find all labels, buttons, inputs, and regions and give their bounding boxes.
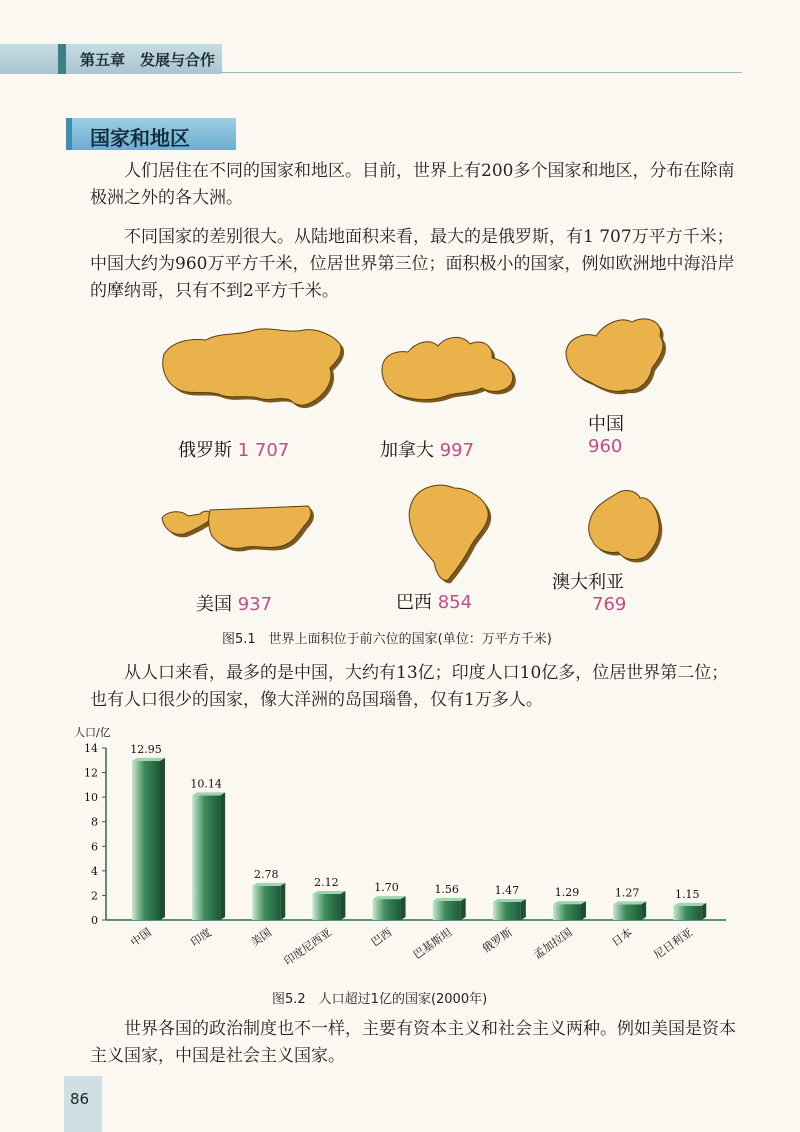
paragraph-1: 人们居住在不同的国家和地区。目前，世界上有200多个国家和地区，分布在除南极洲之外的各大洲。	[90, 161, 735, 208]
country-name: 澳大利亚	[552, 572, 624, 593]
x-category-label: 巴基斯坦	[410, 925, 455, 962]
country-area: 937	[237, 594, 273, 615]
canada-map	[378, 330, 520, 410]
bar-top	[613, 901, 646, 904]
brazil-map	[404, 478, 494, 588]
x-category-label: 中国	[128, 925, 154, 950]
country-area: 960	[588, 436, 623, 457]
bar-value-label: 1.27	[614, 886, 640, 900]
bar	[312, 894, 340, 920]
x-category-label: 尼日利亚	[651, 925, 695, 962]
y-tick-label: 6	[91, 840, 98, 854]
x-category-label: 巴西	[368, 925, 395, 950]
bar-value-label: 10.14	[190, 777, 222, 791]
australia-map	[584, 484, 664, 566]
paragraph-3: 从人口来看，最多的是中国，大约有13亿；印度人口10亿多，位居世界第二位；也有人口很少的国家，像大洋洲的岛国瑙鲁，仅有1万多人。	[90, 663, 729, 710]
x-category-label: 日本	[609, 925, 635, 950]
bar	[613, 904, 641, 920]
bar	[373, 899, 401, 920]
paragraph-4: 世界各国的政治制度也不一样，主要有资本主义和社会主义两种。例如美国是资本主义国家，中国是社会主义国家。	[90, 1019, 736, 1066]
population-bar-chart	[60, 724, 740, 984]
x-category-label: 美国	[248, 925, 275, 950]
bar-top	[673, 903, 706, 906]
country-area: 769	[592, 594, 627, 615]
y-tick-label: 4	[91, 864, 98, 878]
usa-map	[158, 498, 318, 556]
bar-value-label: 1.15	[675, 887, 700, 901]
bar-value-label: 1.70	[374, 881, 399, 895]
figure2-caption: 图5.2 人口超过1亿的国家(2000年)	[272, 992, 488, 1007]
bar-side	[220, 792, 225, 920]
country-name: 中国	[588, 414, 624, 435]
header-rule	[222, 72, 742, 73]
label-russia	[178, 436, 289, 462]
bar-top	[132, 758, 165, 761]
bar-top	[312, 891, 345, 894]
y-tick-label: 8	[91, 815, 98, 829]
y-tick-label: 2	[91, 889, 98, 903]
label-canada	[380, 436, 474, 462]
country-name: 俄罗斯	[178, 440, 232, 461]
chapter-header	[0, 44, 800, 74]
label-china	[588, 410, 624, 457]
bar-side	[160, 758, 165, 920]
bar	[132, 761, 160, 920]
y-tick-label: 10	[84, 791, 98, 805]
bar-side	[340, 891, 345, 920]
x-category-label: 印度尼西亚	[281, 925, 335, 969]
country-area: 854	[437, 592, 473, 613]
bar-value-label: 1.29	[554, 886, 580, 900]
label-australia	[552, 568, 626, 615]
x-category-label: 孟加拉国	[531, 925, 575, 962]
bar-value-label: 1.56	[434, 882, 459, 896]
bar-value-label: 12.95	[130, 742, 162, 756]
y-axis-label: 人口/亿	[74, 726, 111, 739]
bar-top	[433, 898, 466, 901]
chapter-title: 第五章 发展与合作	[80, 51, 216, 69]
bar	[252, 886, 280, 920]
bar-side	[401, 896, 406, 920]
bar-top	[553, 901, 586, 904]
russia-map	[158, 322, 348, 414]
bar-top	[192, 792, 225, 795]
bar-value-label: 2.78	[254, 867, 279, 881]
bar-top	[493, 899, 526, 902]
bar-side	[521, 899, 526, 920]
paragraph-2: 不同国家的差别很大。从陆地面积来看，最大的是俄罗斯，有1 707万平方千米；中国大约为960万平方千米，位居世界第三位；面积极小的国家，例如欧洲地中海沿岸的摩纳哥，只有不到2平方千米。	[90, 227, 735, 301]
y-tick-label: 0	[91, 914, 98, 927]
bar	[673, 906, 701, 920]
bar-side	[280, 883, 285, 920]
country-name: 巴西	[396, 592, 432, 613]
bar-side	[581, 901, 586, 920]
country-area: 1 707	[237, 440, 290, 461]
y-tick-label: 12	[84, 766, 98, 780]
bar-side	[641, 901, 646, 920]
page-number: 86	[70, 1090, 90, 1108]
bar-side	[461, 898, 466, 920]
country-name: 加拿大	[380, 440, 434, 461]
bar-value-label: 2.12	[314, 875, 339, 889]
y-tick-label: 14	[84, 742, 98, 755]
bar	[433, 901, 461, 920]
china-map	[560, 308, 670, 400]
country-name: 美国	[196, 594, 232, 615]
x-category-label: 印度	[188, 925, 214, 950]
bar-side	[701, 903, 706, 920]
bar	[192, 795, 220, 920]
section-title-box	[66, 118, 236, 150]
bar-top	[373, 896, 406, 899]
x-category-label: 俄罗斯	[480, 925, 515, 956]
bar-top	[252, 883, 285, 886]
section-title: 国家和地区	[90, 126, 190, 150]
chapter-accent	[58, 44, 66, 74]
label-usa	[196, 590, 272, 616]
country-area: 997	[439, 440, 475, 461]
bar	[553, 904, 581, 920]
figure1-caption: 图5.1 世界上面积位于前六位的国家(单位：万平方千米)	[222, 632, 552, 647]
label-brazil	[396, 588, 472, 614]
bar-value-label: 1.47	[494, 883, 520, 897]
bar	[493, 902, 521, 920]
